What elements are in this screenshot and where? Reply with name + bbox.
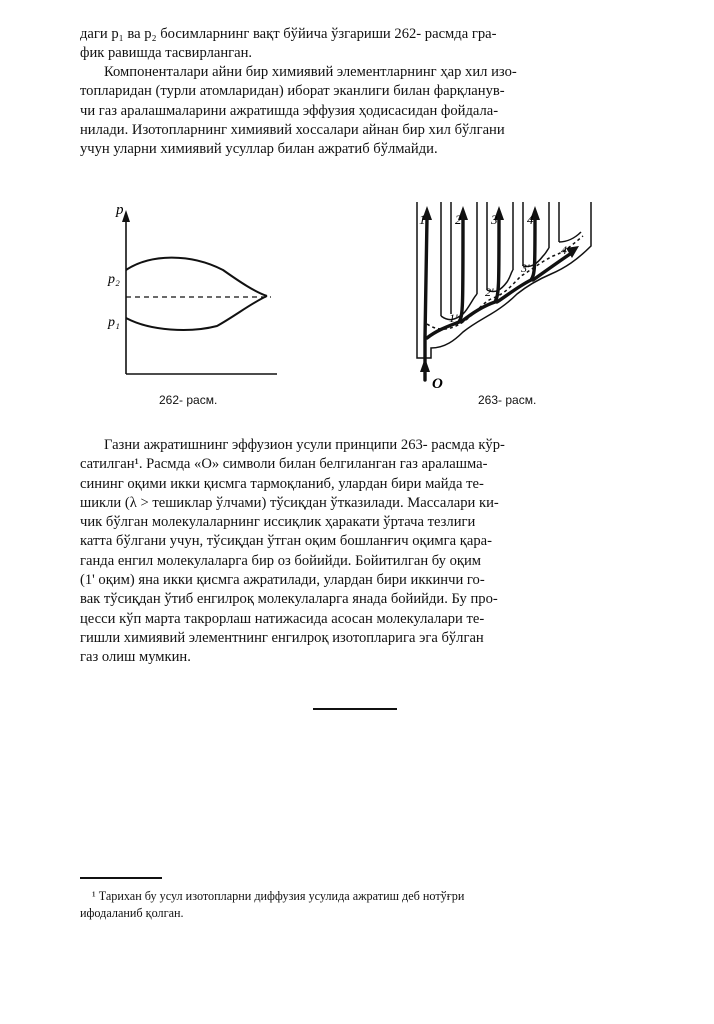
- paragraph-3: [80, 436, 640, 668]
- stage-label-2: 2': [485, 285, 494, 299]
- text-line: нилади. Изотопларнинг химиявий хоссалари айнан бир хил бўлгани: [80, 121, 505, 138]
- text-line: Компоненталари айни бир химиявий элементларнинг ҳар хил изо-: [104, 64, 517, 80]
- flow-4: [497, 218, 535, 302]
- figure-263-caption: 263- расм.: [478, 393, 537, 407]
- outer-wall: [417, 202, 591, 358]
- text-line: (1' оқим) яна икки қисмга ажратилади, улардан бири иккинчи го-: [80, 572, 485, 589]
- footnote: [80, 888, 464, 921]
- text-line: сининг оқими икки қисмга тармоқланиб, улардан бири майда те-: [80, 475, 484, 492]
- text-line: шикли (λ > тешиклар ўлчами) тўсиқдан ўтказилади. Массалари ки-: [80, 494, 499, 511]
- text-line: ганда енгил молекулаларга бир оз бойийди. Бойитилган бу оқим: [80, 552, 482, 569]
- stage-label-1: 1': [449, 311, 458, 325]
- text-line: чик бўлган молекулаларнинг иссиқлик ҳаракати ўртача тезлиги: [80, 514, 476, 531]
- text-line: Газни ажратишнинг эффузион усули принципи 263- расмда кўр-: [104, 437, 505, 453]
- text-line: фик равишда тасвирланган.: [80, 45, 253, 62]
- text-line: чи газ аралашмаларини ажратишда эффузия ҳодисасидан фойдала-: [80, 102, 499, 119]
- section-separator: [313, 708, 397, 710]
- p1-curve: [126, 296, 267, 330]
- channel-label-4: 4: [527, 212, 534, 227]
- flow-2: [427, 218, 463, 338]
- figure-262: [95, 198, 285, 388]
- figure-262-caption: 262- расм.: [159, 393, 218, 407]
- text-line: сатилган¹. Расмда «O» символи билан белгиланган газ аралашма-: [80, 456, 488, 473]
- channel-label-1: 1: [419, 212, 426, 227]
- channel-label-3: 3: [491, 212, 498, 227]
- label-p2: p₂: [108, 272, 120, 287]
- flow-1: [425, 218, 427, 380]
- stage-label-4: 4': [561, 243, 570, 257]
- paragraph-2: [80, 63, 640, 159]
- text-line: цесси кўп марта такрорлаш натижасида асосан молекулалари те-: [80, 610, 485, 627]
- stage-label-3: 3': [521, 261, 530, 275]
- inlet-label: O: [432, 376, 443, 392]
- channel-label-2: 2: [455, 212, 462, 227]
- text-line: газ олиш мумкин.: [80, 649, 191, 666]
- footnote-rule: [80, 877, 162, 879]
- figure-263: [405, 198, 610, 398]
- axis-label-p: p: [116, 202, 124, 218]
- text-line: гишли химиявий элементнинг енгилроқ изотопларига эга бўлган: [80, 629, 484, 646]
- text-line: учун уларни химиявий усуллар билан ажратиб бўлмайди.: [80, 141, 438, 158]
- text-line: катта бўлгани учун, тўсиқдан ўтган оқим бошланғич оқимга қара-: [80, 533, 492, 550]
- p2-curve: [126, 258, 267, 296]
- inlet-arrow-head: [420, 358, 430, 372]
- paragraph-1: [80, 25, 640, 64]
- text-line: вак тўсиқдан ўтиб енгилроқ молекулаларга янада бойийди. Бу про-: [80, 591, 498, 608]
- label-p1: p₁: [108, 315, 120, 330]
- text-line: даги p₁ ва p₂ босимларнинг вақт бўйича ўзгариши 262- расмда гра-: [80, 26, 497, 42]
- footnote-line: ифодаланиб қолган.: [80, 905, 184, 920]
- text-line: топларидан (турли атомларидан) иборат эканлиги билан фарқланув-: [80, 83, 505, 100]
- footnote-line: ¹ Тарихан бу усул изотопларни диффузия усулида ажратиш деб нотўғри: [92, 889, 465, 903]
